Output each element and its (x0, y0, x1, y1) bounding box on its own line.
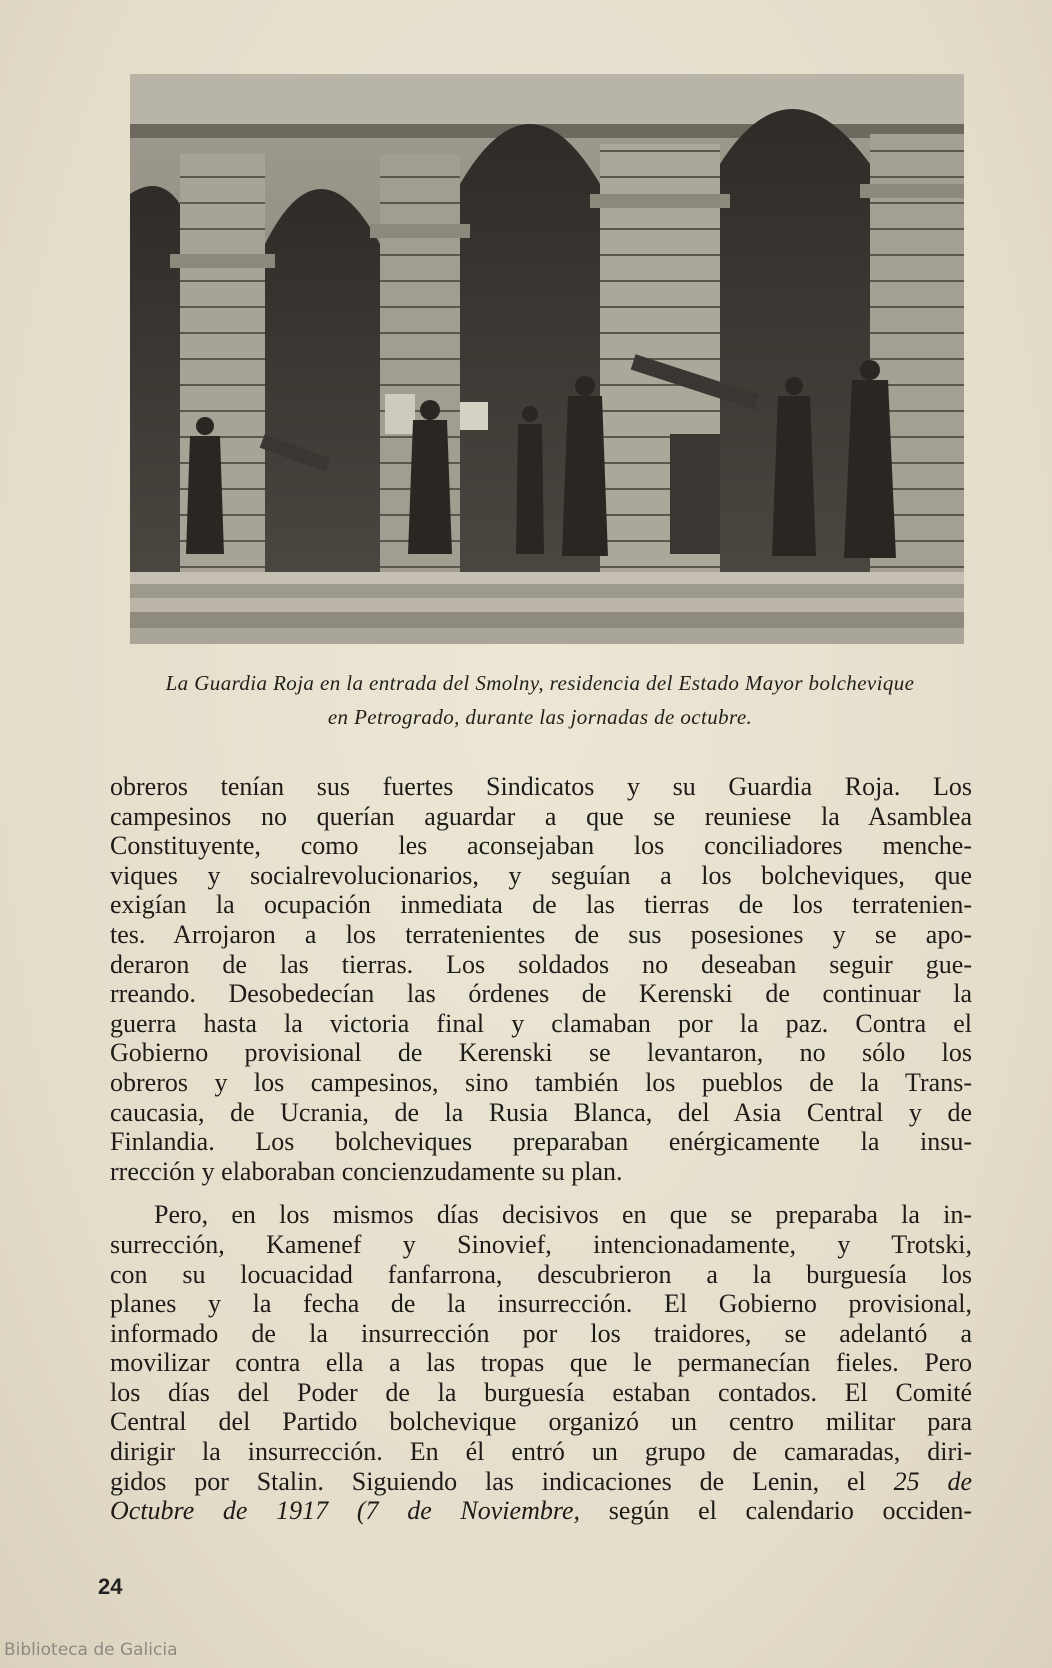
text-line: movilizar contra ella a las tropas que le permanecían fieles. Pero (110, 1348, 972, 1378)
text-line: Central del Partido bolchevique organizó un centro militar para (110, 1407, 972, 1437)
text-line: con su locuacidad fanfarrona, descubrieron a la burguesía los (110, 1259, 972, 1289)
text-line: dirigir la insurrección. En él entró un grupo de camaradas, diri- (110, 1437, 972, 1467)
caption-line-2: en Petrogrado, durante las jornadas de octubre. (327, 705, 753, 729)
text-line: Gobierno provisional de Kerenski se levantaron, no sólo los (110, 1038, 972, 1068)
text-line: planes y la fecha de la insurrección. El Gobierno provisional, (110, 1289, 972, 1319)
library-watermark: Biblioteca de Galicia (4, 1640, 178, 1660)
text-line: tes. Arrojaron a los terratenientes de sus posesiones y se apo- (110, 919, 972, 949)
paragraph-1 (110, 772, 972, 1186)
text-line: Pero, en los mismos días decisivos en que se preparaba la in- (154, 1200, 972, 1230)
body-text (110, 772, 972, 1526)
text-line: obreros tenían sus fuertes Sindicatos y su Guardia Roja. Los (110, 772, 972, 801)
text-line: rrección y elaboraban concienzudamente su plan. (110, 1156, 623, 1186)
text-line: rreando. Desobedecían las órdenes de Kerenski de continuar la (110, 979, 972, 1009)
date-italic: Octubre de 1917 (7 de Noviembre, (110, 1496, 581, 1526)
caption-line-1: La Guardia Roja en la entrada del Smolny, residencia del Estado Mayor bolchevique (165, 671, 915, 695)
text-segment: según el calendario occiden- (608, 1496, 973, 1526)
paragraph-2 (110, 1200, 972, 1526)
date-italic: 25 de (893, 1466, 973, 1496)
text-line: deraron de las tierras. Los soldados no deseaban seguir gue- (110, 949, 972, 979)
photo-caption (110, 666, 970, 734)
text-line: caucasia, de Ucrania, de la Rusia Blanca, del Asia Central y de (110, 1097, 972, 1127)
text-line: guerra hasta la victoria final y clamaban por la paz. Contra el (110, 1008, 972, 1038)
text-line: exigían la ocupación inmediata de las tierras de los terratenien- (110, 890, 972, 920)
text-line: campesinos no querían aguardar a que se reuniese la Asamblea (110, 801, 972, 831)
text-line: Finlandia. Los bolcheviques preparaban enérgicamente la insu- (110, 1127, 972, 1157)
text-line: surrección, Kamenef y Sinovief, intencionadamente, y Trotski, (110, 1229, 972, 1259)
text-line: los días del Poder de la burguesía estaban contados. El Comité (110, 1377, 972, 1407)
page-number: 24 (98, 1574, 123, 1599)
text-line: obreros y los campesinos, sino también los pueblos de la Trans- (110, 1067, 972, 1097)
text-line: informado de la insurrección por los traidores, se adelantó a (110, 1318, 972, 1348)
text-segment: gidos por Stalin. Siguiendo las indicaciones de Lenin, el (110, 1466, 866, 1496)
text-line (110, 1467, 972, 1497)
text-line: Constituyente, como les aconsejaban los conciliadores menche- (110, 831, 972, 861)
text-line (110, 1496, 972, 1526)
text-line: viques y socialrevolucionarios, y seguían a los bolcheviques, que (110, 860, 972, 890)
smolny-photograph (130, 74, 964, 644)
